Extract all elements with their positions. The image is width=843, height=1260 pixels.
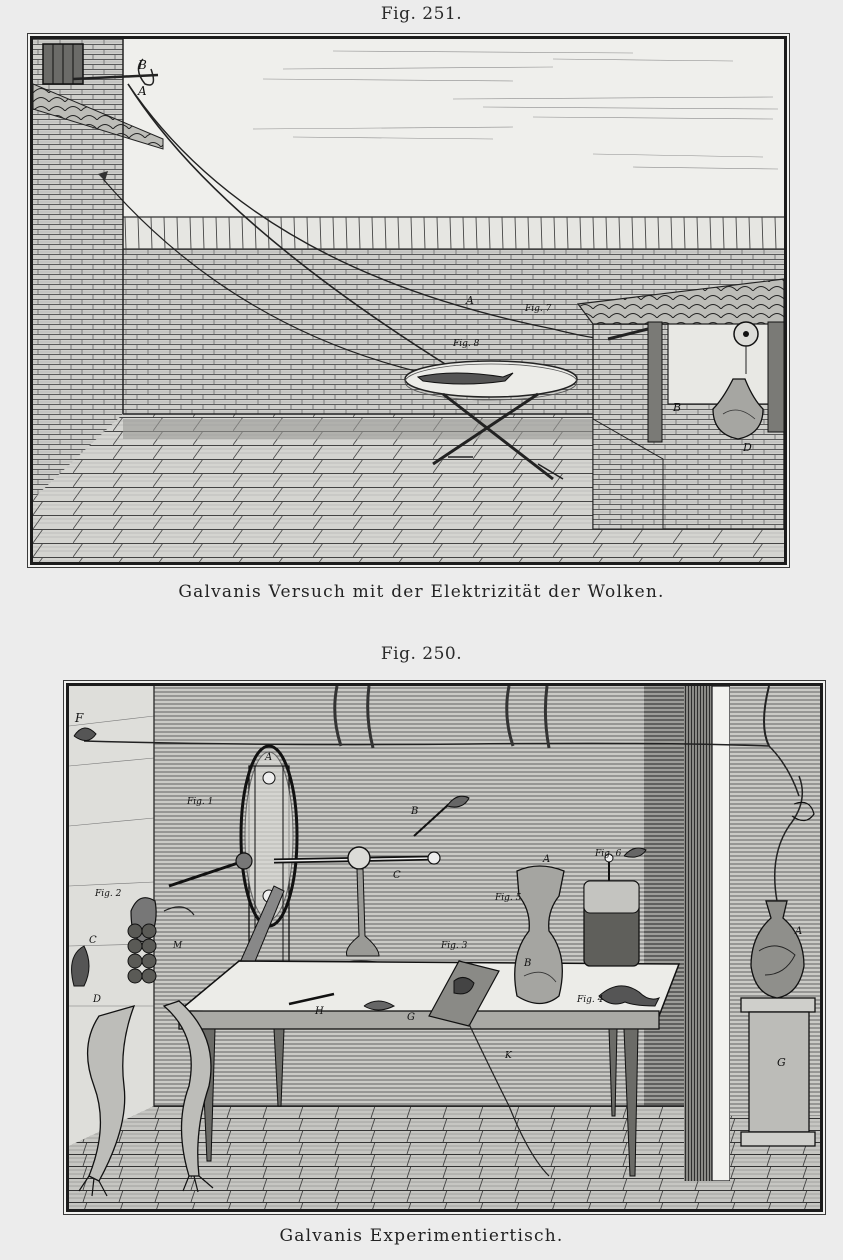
letter-f: F — [75, 711, 84, 725]
letter-b-bottle: B — [524, 958, 532, 969]
figure-250-label: Fig. 250. — [380, 644, 463, 664]
letter-g-table: G — [407, 1012, 415, 1023]
label-fig-4: Fig. 4 — [577, 995, 604, 1005]
letter-m: M — [173, 941, 183, 951]
label-fig-8: Fig. 8 — [453, 339, 480, 349]
figure-251-illustration — [33, 39, 784, 562]
letter-d: D — [743, 441, 752, 454]
letter-a-mid: A — [466, 294, 474, 307]
label-fig-6: Fig. 6 — [595, 849, 622, 859]
label-fig-3: Fig. 3 — [441, 941, 468, 951]
letter-a-top: A — [138, 84, 147, 98]
label-fig-7: Fig. 7 — [525, 304, 552, 314]
letter-b-rod: B — [411, 806, 419, 817]
figure-250-caption: Galvanis Experimentiertisch. — [279, 1226, 564, 1246]
label-fig-5: Fig. 5 — [495, 893, 522, 903]
letter-c-frog: C — [89, 935, 97, 946]
figure-251-caption: Galvanis Versuch mit der Elektrizität der Wolken. — [178, 582, 665, 602]
letter-a-wheel: A — [265, 752, 273, 763]
letter-b-well: B — [673, 401, 682, 414]
letter-c-rod: C — [393, 870, 401, 881]
figure-251-engraving — [30, 36, 787, 565]
label-fig-1: Fig. 1 — [187, 797, 214, 807]
figure-250-illustration — [69, 686, 820, 1209]
letter-d-frog: D — [93, 994, 102, 1005]
letter-k: K — [505, 1051, 512, 1061]
figure-251-label: Fig. 251. — [380, 4, 463, 24]
figure-250-engraving — [66, 683, 823, 1212]
letter-a-jar: A — [543, 854, 551, 865]
letter-b: B — [138, 58, 147, 72]
letter-g-pedestal: G — [777, 1056, 786, 1069]
letter-a-vase: A — [795, 926, 803, 937]
label-fig-2: Fig. 2 — [95, 889, 122, 899]
letter-h: H — [315, 1006, 324, 1017]
